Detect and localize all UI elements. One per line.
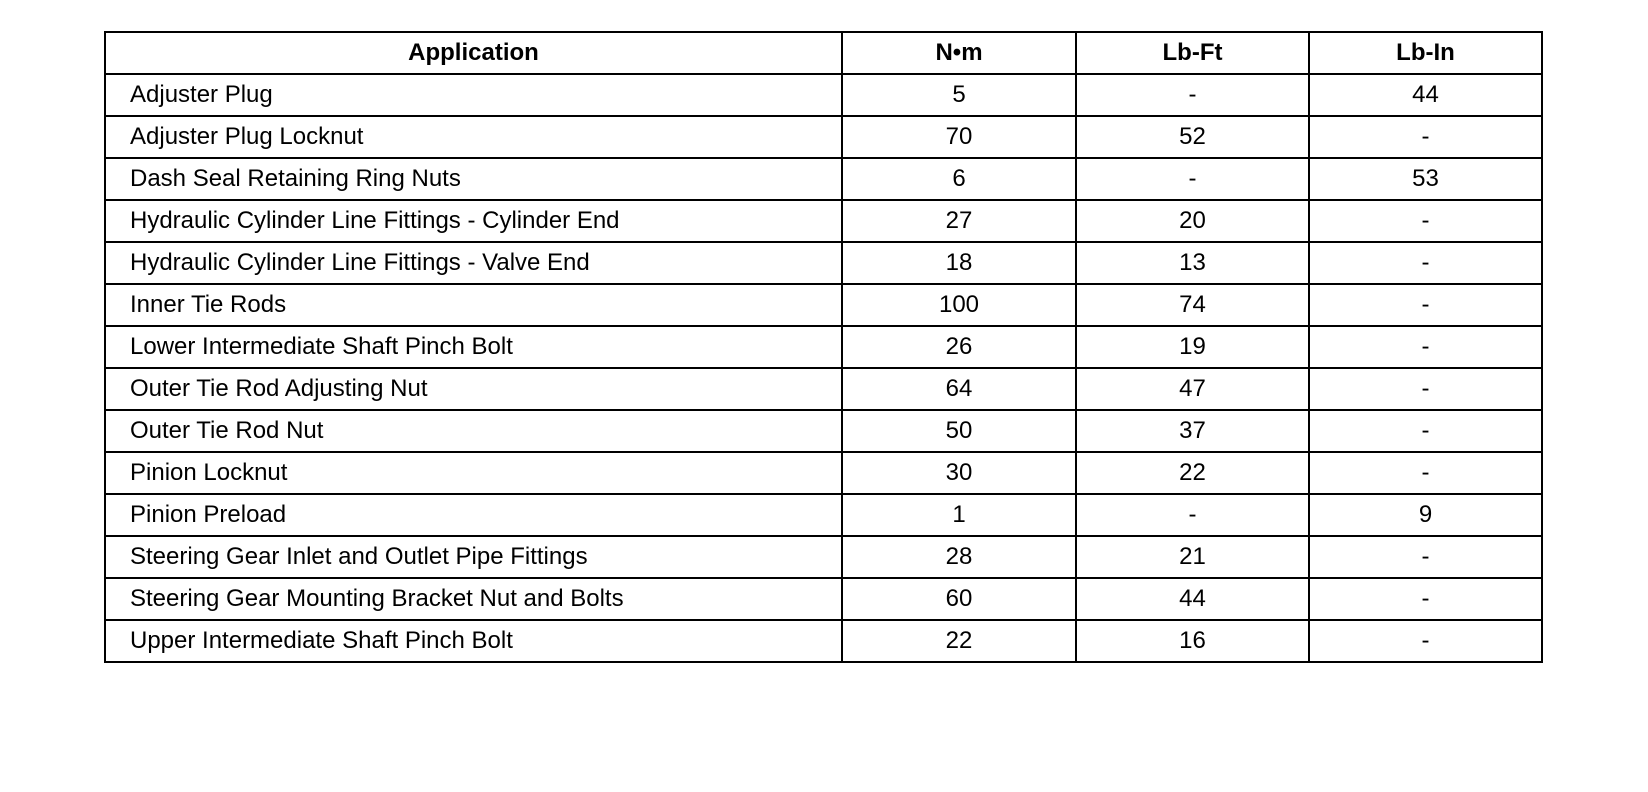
table-row [105,494,1542,536]
lbin-cell: 9 [1309,494,1542,536]
lbin-cell: - [1309,620,1542,662]
table-row [105,242,1542,284]
application-cell: Outer Tie Rod Adjusting Nut [105,368,842,410]
lbft-cell: 19 [1076,326,1309,368]
table-row [105,116,1542,158]
nm-cell: 22 [842,620,1076,662]
lbin-cell: - [1309,410,1542,452]
table-row [105,326,1542,368]
lbin-cell: - [1309,326,1542,368]
lbin-cell: - [1309,116,1542,158]
nm-cell: 64 [842,368,1076,410]
nm-cell: 18 [842,242,1076,284]
application-cell: Adjuster Plug Locknut [105,116,842,158]
lbin-cell: - [1309,578,1542,620]
lbft-cell: 52 [1076,116,1309,158]
torque-specifications-table [104,31,1543,663]
lbft-cell: 20 [1076,200,1309,242]
nm-cell: 27 [842,200,1076,242]
header-newton-meters: N•m [842,32,1076,74]
table-row [105,200,1542,242]
table-row [105,284,1542,326]
header-row [105,32,1542,74]
application-cell: Upper Intermediate Shaft Pinch Bolt [105,620,842,662]
nm-cell: 1 [842,494,1076,536]
application-cell: Lower Intermediate Shaft Pinch Bolt [105,326,842,368]
table-header [105,32,1542,74]
lbft-cell: 47 [1076,368,1309,410]
lbft-cell: 74 [1076,284,1309,326]
nm-cell: 26 [842,326,1076,368]
application-cell: Steering Gear Inlet and Outlet Pipe Fittings [105,536,842,578]
application-cell: Inner Tie Rods [105,284,842,326]
header-application: Application [105,32,842,74]
lbin-cell: - [1309,368,1542,410]
application-cell: Outer Tie Rod Nut [105,410,842,452]
table-row [105,536,1542,578]
application-cell: Adjuster Plug [105,74,842,116]
application-cell: Dash Seal Retaining Ring Nuts [105,158,842,200]
lbft-cell: 13 [1076,242,1309,284]
table-row [105,452,1542,494]
lbft-cell: 22 [1076,452,1309,494]
lbft-cell: 44 [1076,578,1309,620]
lbft-cell: 16 [1076,620,1309,662]
table-body [105,74,1542,662]
application-cell: Hydraulic Cylinder Line Fittings - Cylinder End [105,200,842,242]
lbin-cell: - [1309,452,1542,494]
lbft-cell: 37 [1076,410,1309,452]
nm-cell: 6 [842,158,1076,200]
nm-cell: 60 [842,578,1076,620]
table-row [105,368,1542,410]
table-row [105,410,1542,452]
table-row [105,74,1542,116]
lbft-cell: 21 [1076,536,1309,578]
header-pound-feet: Lb-Ft [1076,32,1309,74]
table-row [105,620,1542,662]
lbin-cell: 53 [1309,158,1542,200]
lbin-cell: - [1309,242,1542,284]
nm-cell: 30 [842,452,1076,494]
nm-cell: 28 [842,536,1076,578]
lbin-cell: - [1309,536,1542,578]
lbin-cell: - [1309,284,1542,326]
lbft-cell: - [1076,494,1309,536]
nm-cell: 100 [842,284,1076,326]
lbin-cell: 44 [1309,74,1542,116]
application-cell: Pinion Locknut [105,452,842,494]
lbft-cell: - [1076,74,1309,116]
application-cell: Pinion Preload [105,494,842,536]
application-cell: Hydraulic Cylinder Line Fittings - Valve End [105,242,842,284]
nm-cell: 70 [842,116,1076,158]
lbin-cell: - [1309,200,1542,242]
application-cell: Steering Gear Mounting Bracket Nut and Bolts [105,578,842,620]
table-row [105,578,1542,620]
table-row [105,158,1542,200]
nm-cell: 5 [842,74,1076,116]
header-pound-inches: Lb-In [1309,32,1542,74]
lbft-cell: - [1076,158,1309,200]
nm-cell: 50 [842,410,1076,452]
